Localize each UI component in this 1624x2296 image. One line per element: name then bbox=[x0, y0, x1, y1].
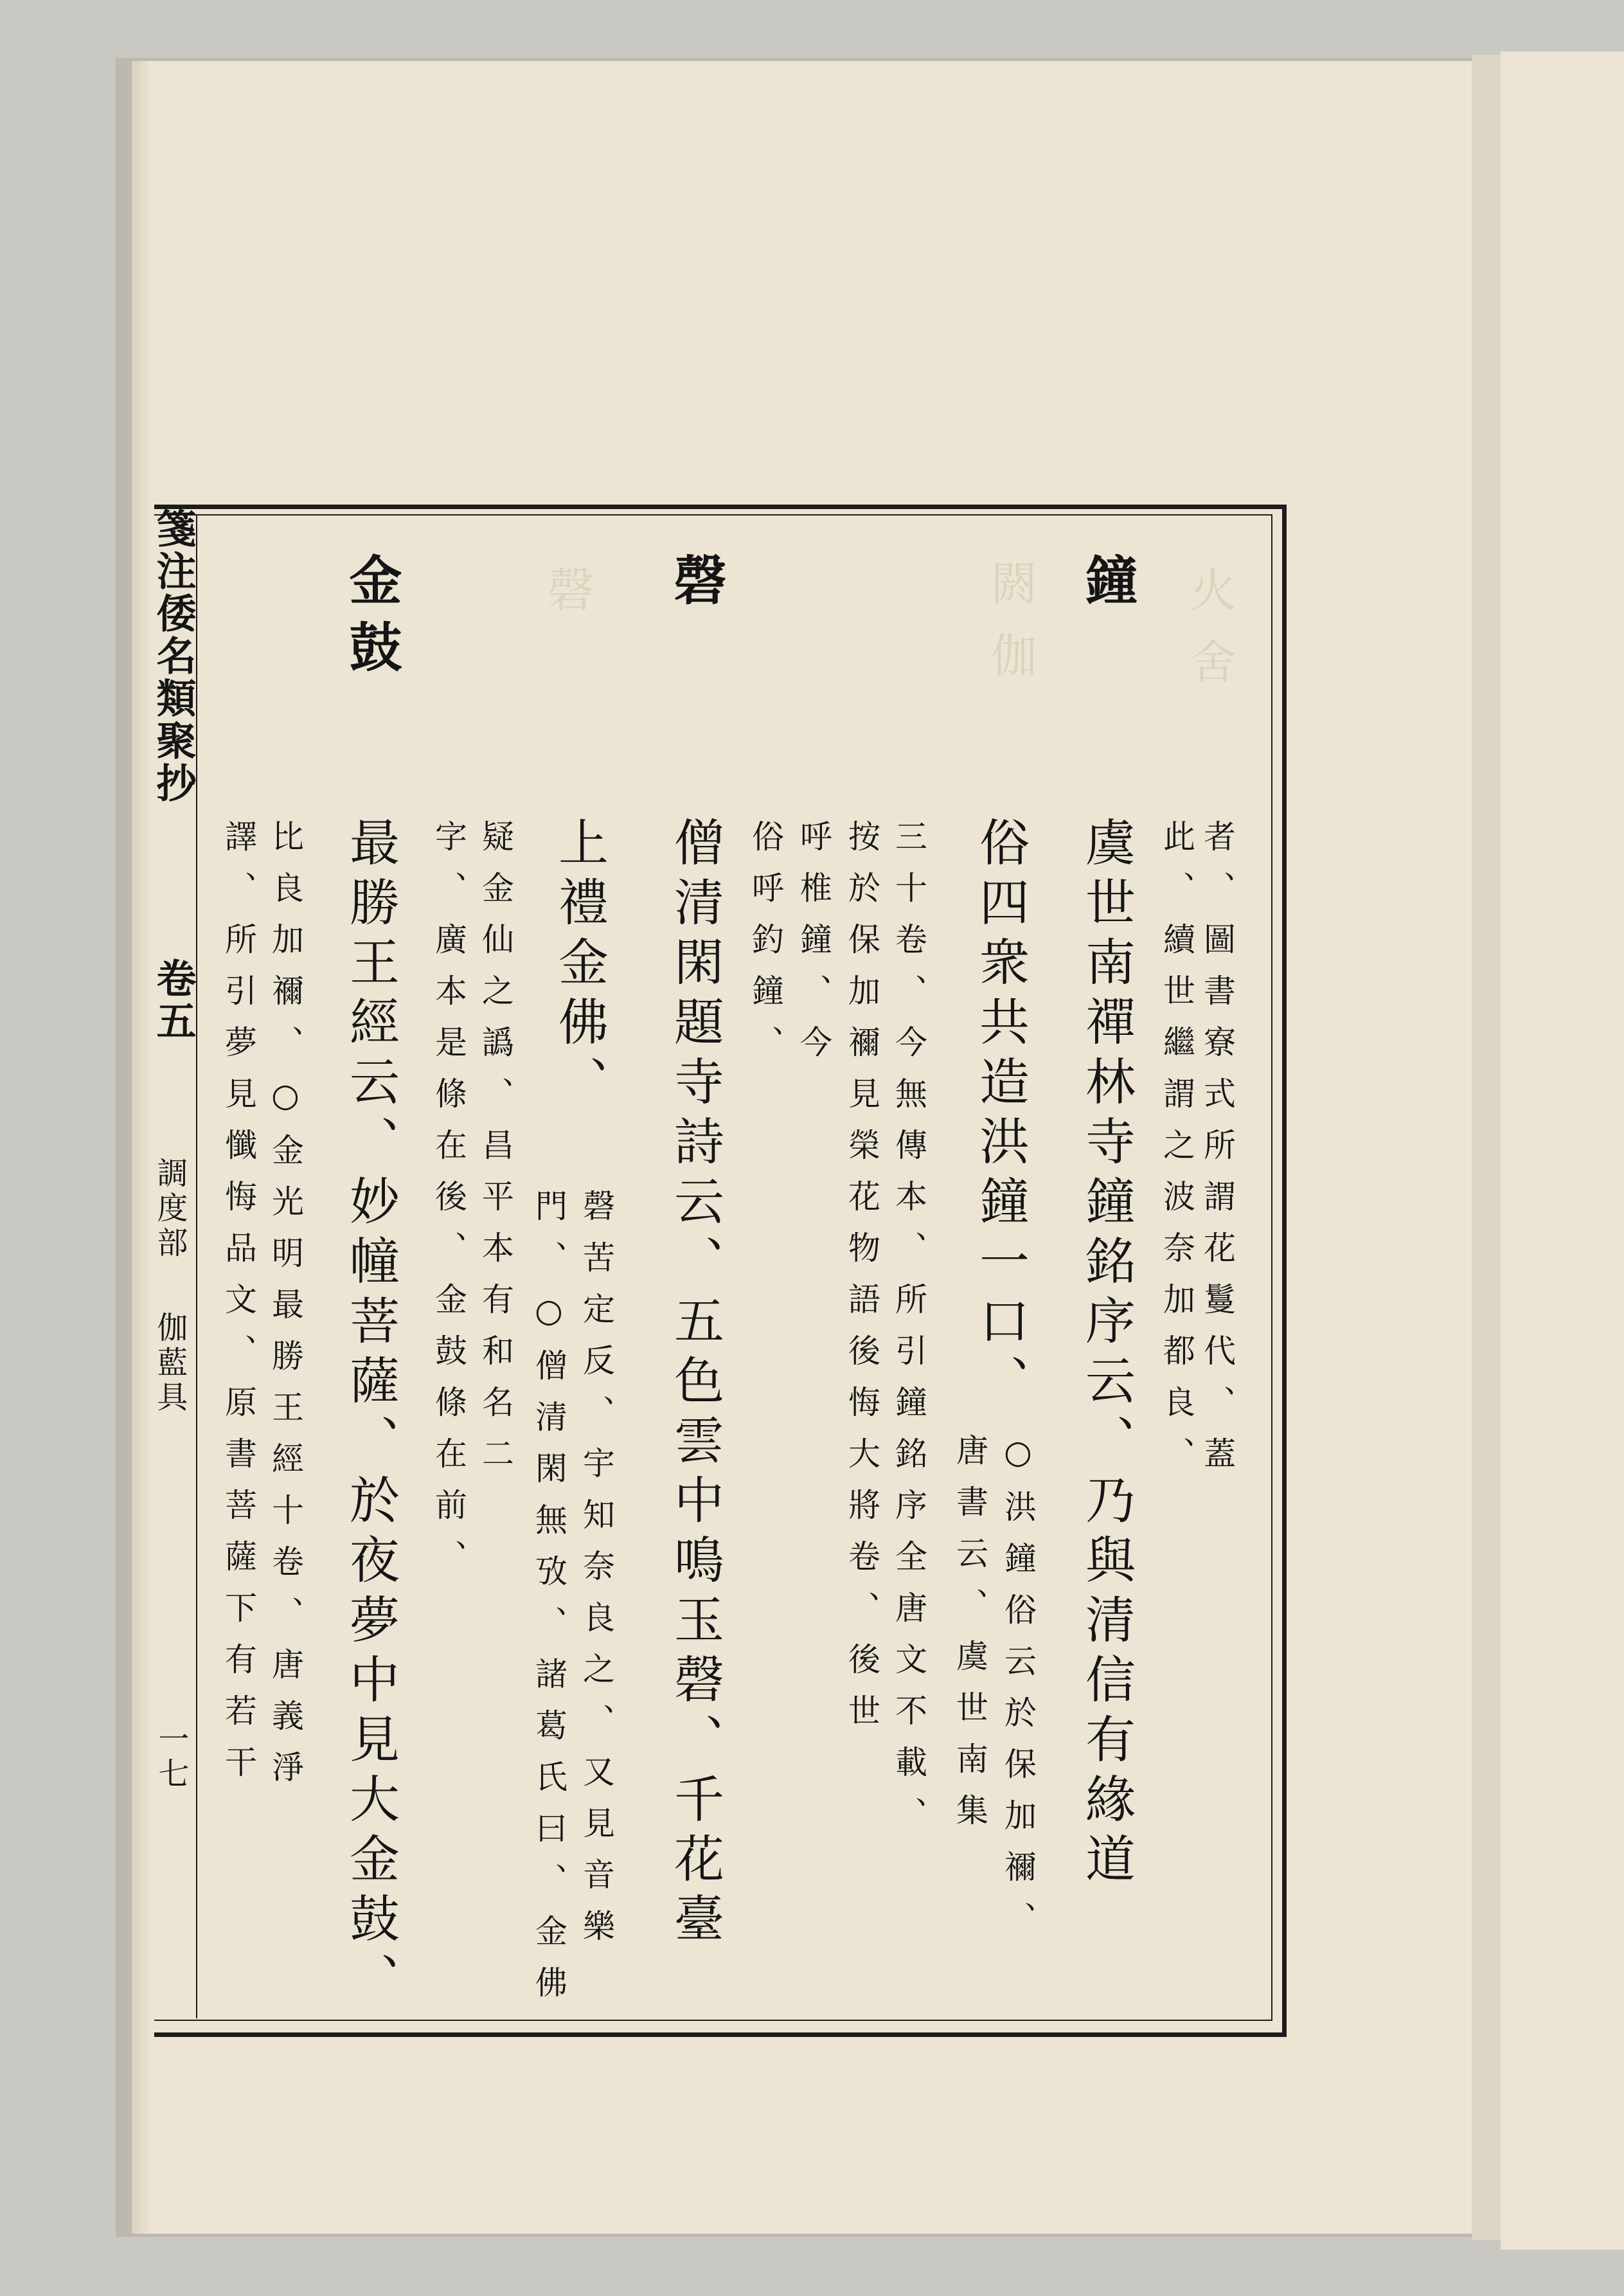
entry-heading: 磬 bbox=[665, 553, 727, 620]
note-line: 唐書云、虞世南集 bbox=[951, 1433, 988, 1845]
note-line: 門、○僧清閑無攷、諸葛氏曰、金佛 bbox=[530, 1189, 567, 2017]
main-text-line: 俗四衆共造洪鐘一口、 bbox=[971, 816, 1029, 1414]
main-text-line: 最勝王經云、妙幢菩薩、於夜夢中見大金鼓、 bbox=[341, 816, 399, 2012]
entry-heading: 鐘 bbox=[1076, 553, 1138, 620]
main-text-line: 虞世南禪林寺鐘銘序云、乃與清信有緣道 bbox=[1077, 816, 1135, 1892]
bleed-text: 閼伽 bbox=[983, 559, 1037, 703]
note-line: 譯、所引夢見懺悔品文、原書菩薩下有若干 bbox=[220, 820, 257, 1797]
note-line: ○洪鐘俗云於保加禰、 bbox=[999, 1433, 1037, 1953]
note-line: 字、廣本是條在後、金鼓條在前、 bbox=[430, 820, 467, 1591]
note-line: 疑金仙之譌、昌平本有和名二 bbox=[477, 820, 514, 1488]
entry-heading: 金鼓 bbox=[341, 553, 402, 686]
section-label: 調度部 bbox=[152, 1157, 188, 1261]
note-line: 者、圖書寮式所謂花鬘代、蓋 bbox=[1199, 820, 1236, 1488]
main-text-line: 上禮金佛、 bbox=[550, 816, 608, 1115]
book-title: 箋注倭名類聚抄 bbox=[150, 508, 197, 805]
note-line: 按於保加禰見榮花物語後悔大將卷、後世 bbox=[843, 820, 880, 1745]
spine-edge bbox=[132, 61, 151, 2234]
note-line: 此、續世繼謂之波奈加都良、 bbox=[1158, 820, 1195, 1488]
page-number: 一七 bbox=[153, 1723, 189, 1792]
note-line: 俗呼釣鐘、 bbox=[747, 820, 784, 1077]
category-label: 伽藍具 bbox=[152, 1311, 188, 1415]
note-line: 比良加禰、○金光明最勝王經十卷、唐義淨 bbox=[267, 820, 304, 1802]
note-line: 三十卷、今無傳本、所引鐘銘序全唐文不載、 bbox=[890, 820, 927, 1848]
bleed-text: 磬 bbox=[540, 566, 594, 638]
note-line: 呼椎鐘、今 bbox=[795, 820, 832, 1077]
page-gutter bbox=[1472, 55, 1504, 2240]
bleed-text: 火舍 bbox=[1182, 566, 1236, 710]
note-line: 磬苦定反、宇知奈良之、又見音樂 bbox=[578, 1189, 615, 1960]
next-page-edge bbox=[1501, 51, 1624, 2250]
main-text-line: 僧清閑題寺詩云、五色雲中鳴玉磬、千花臺 bbox=[666, 816, 724, 1952]
volume-label: 卷五 bbox=[150, 958, 197, 1043]
